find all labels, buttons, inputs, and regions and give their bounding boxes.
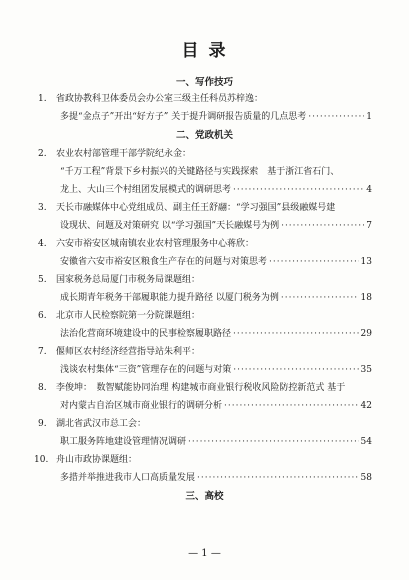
toc-entry-number: 5.: [38, 275, 47, 285]
toc-entry-page: 58: [360, 473, 372, 483]
toc-entry-author-text: 农业农村部管理干部学院纪永金：: [56, 149, 192, 159]
toc-entry-title: 职工服务阵地建设管理情况调研: [60, 437, 187, 447]
toc-entry-link[interactable]: [60, 434, 372, 447]
toc-entry-author-text: 六安市裕安区城南镇农业农村管理服务中心蒋欣：: [56, 239, 255, 249]
toc-entry-title-line[interactable]: “千万工程”背景下乡村振兴的关键路径与实践探索 基于浙江省石门、: [60, 167, 340, 177]
toc-entry-number: 2.: [38, 149, 47, 159]
toc-entry-page: 4: [366, 185, 372, 195]
toc-entry-page: 54: [360, 437, 372, 447]
toc-entry-author: [34, 452, 137, 465]
toc-entry-author-text: 舟山市政协课题组：: [56, 455, 138, 465]
toc-entry-number: 1.: [38, 94, 47, 104]
toc-entry-link[interactable]: [60, 470, 372, 483]
toc-entry-page: 35: [360, 365, 372, 375]
toc-entry-author: [38, 380, 345, 393]
section-heading-writing-skills: 一、写作技巧: [175, 77, 233, 88]
toc-entry-title: 多措并举推进我市人口高质量发展: [60, 473, 196, 483]
leader-dots: [269, 257, 359, 267]
toc-entry-author-text: 省政协教科卫体委员会办公室三级主任科员苏梓逸：: [56, 94, 264, 104]
toc-entry-link[interactable]: [60, 218, 372, 231]
toc-entry-author: [38, 91, 263, 104]
leader-dots: [197, 473, 359, 483]
toc-entry-author-text: 李俊坤： 数智赋能协同治理 构建城市商业银行税收风险防控新范式 基于: [56, 383, 346, 393]
leader-dots: [233, 365, 358, 375]
toc-entry-number: 10.: [34, 455, 49, 465]
leader-dots: [308, 112, 364, 122]
toc-entry-number: 8.: [38, 383, 47, 393]
leader-dots: [224, 401, 359, 411]
toc-entry-title: 对内蒙古自治区城市商业银行的调研分析: [60, 401, 223, 411]
toc-entry-page: 13: [360, 257, 372, 267]
toc-entry-page: 29: [360, 329, 372, 339]
leader-dots: [281, 293, 359, 303]
toc-entry-link[interactable]: [60, 326, 372, 339]
toc-entry-author-text: 国家税务总局厦门市税务局课题组：: [56, 275, 201, 285]
toc-entry-author-text: 天长市融媒体中心党组成员、副主任王舒翮：“学习强国”县级融媒号建: [56, 203, 336, 213]
toc-entry-author: [38, 236, 254, 249]
toc-entry-link[interactable]: [60, 398, 372, 411]
toc-entry-link[interactable]: [60, 182, 372, 195]
toc-entry-page: 7: [366, 221, 372, 231]
toc-entry-author: [38, 200, 335, 213]
toc-entry-number: 7.: [38, 347, 47, 357]
toc-entry-author-text: 湖北省武汉市总工会：: [56, 419, 147, 429]
toc-entry-author-text: 北京市人民检察院第一分院课题组：: [56, 311, 201, 321]
toc-entry-author: [38, 308, 200, 321]
toc-entry-title: 安徽省六安市裕安区粮食生产存在的问题与对策思考: [60, 257, 268, 267]
leader-dots: [233, 185, 364, 195]
toc-entry-link[interactable]: [60, 109, 372, 122]
section-heading-party-gov: 二、党政机关: [175, 130, 233, 141]
toc-entry-title: 法治化营商环境建设中的民事检察履职路径: [60, 329, 232, 339]
toc-entry-page: 1: [366, 112, 372, 122]
toc-entry-author-text: 偃师区农村经济经营指导站朱利平：: [56, 347, 201, 357]
leader-dots: [233, 329, 359, 339]
section-heading-universities: 三、高校: [185, 491, 224, 502]
toc-entry-title: 设现状、问题及对策研究 以“学习强国”天长融媒号为例: [60, 221, 280, 231]
toc-entry-title: 成长期青年税务干部履职能力提升路径 以厦门税务为例: [60, 293, 279, 303]
toc-entry-link[interactable]: [60, 254, 372, 267]
toc-entry-title: 多提“金点子”开出“好方子” 关于提升调研报告质量的几点思考: [60, 112, 307, 122]
toc-entry-author: [38, 344, 200, 357]
leader-dots: [188, 437, 359, 447]
leader-dots: [281, 221, 364, 231]
toc-entry-link[interactable]: [60, 362, 372, 375]
page-number: — 1 —: [188, 548, 221, 559]
toc-entry-title: 龙上、大山三个村组团发展模式的调研思考: [60, 185, 232, 195]
toc-entry-number: 3.: [38, 203, 47, 213]
toc-entry-page: 42: [360, 401, 372, 411]
toc-entry-author: [38, 416, 146, 429]
page-title: 目 录: [181, 41, 228, 61]
toc-entry-number: 4.: [38, 239, 47, 249]
toc-entry-page: 18: [360, 293, 372, 303]
toc-entry-number: 6.: [38, 311, 47, 321]
toc-entry-link[interactable]: [60, 290, 372, 303]
toc-entry-author: [38, 272, 200, 285]
toc-entry-title: 浅谈农村集体“三资”管理存在的问题与对策: [60, 365, 232, 375]
toc-entry-author: [38, 146, 191, 159]
toc-entry-number: 9.: [38, 419, 47, 429]
